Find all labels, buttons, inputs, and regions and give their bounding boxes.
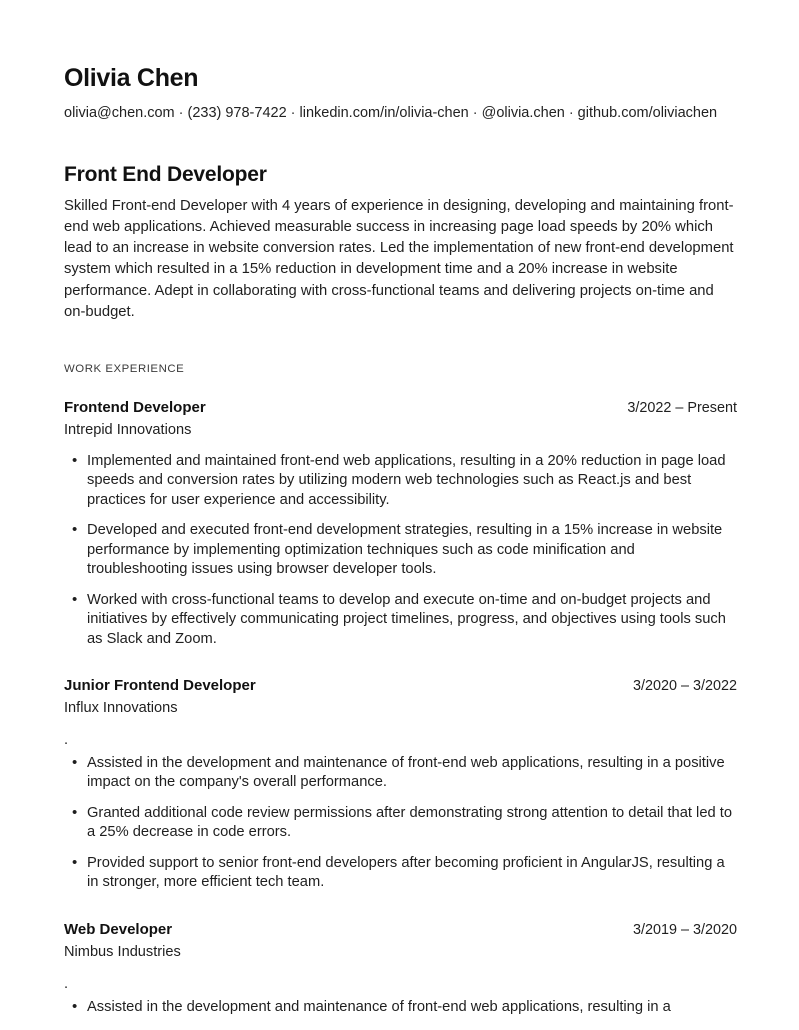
contact-email[interactable]: olivia@chen.com	[64, 104, 175, 121]
entry-bullet-list	[64, 754, 737, 893]
resume-content	[64, 64, 737, 1017]
section-heading: WORK EXPERIENCE	[64, 362, 185, 375]
entry-role: Frontend Developer	[64, 398, 206, 416]
entry-header-row	[64, 397, 737, 419]
professional-summary: Skilled Front-end Developer with 4 years of experience in designing, developing and maintaining front-end web applications. Achieved measurable success in increasing page load speeds by 20% which lead to an increase in website conversion rates. Led the implementation of new front-end development system which resulted in a 15% reduction in development time and a 20% increase in website performance. Adept in collaborating with cross-functional teams and delivering projects on-time and on-budget.	[64, 197, 734, 320]
entry-bullet: • Assisted in the development and maintenance of front-end web applications, resulting in a positive impact on the company's overall performance.	[64, 754, 737, 793]
entry-bullet-list	[64, 452, 737, 650]
entry-role: Junior Frontend Developer	[64, 677, 256, 695]
entry-bullet: • Worked with cross-functional teams to develop and execute on-time and on-budget projects and initiatives by effectively communicating project timelines, progress, and objectives using tools such as Slack and Zoom.	[64, 591, 737, 650]
entry-bullet: • Granted additional code review permissions after demonstrating strong attention to detail that led to a 25% decrease in code errors.	[64, 804, 737, 843]
contact-separator-4: ·	[568, 104, 574, 121]
contact-phone[interactable]: (233) 978-7422	[187, 104, 287, 121]
resume-sections	[64, 363, 737, 1017]
contact-line	[64, 103, 724, 124]
contact-separator-2: ·	[290, 104, 296, 121]
contact-separator-1: ·	[178, 104, 184, 121]
entry-company: Intrepid Innovations	[64, 421, 192, 438]
entry-dates: 3/2020 – 3/2022	[632, 678, 737, 695]
headline-title: Front End Developer	[64, 162, 267, 186]
candidate-name: Olivia Chen	[64, 64, 199, 92]
experience-entry	[64, 397, 737, 649]
entry-bullet: • Provided support to senior front-end developers after becoming proficient in AngularJS, resulting a in stronger, more efficient tech team.	[64, 854, 737, 893]
entry-dates: 3/2019 – 3/2020	[632, 921, 737, 938]
entry-stray-text: .	[64, 975, 69, 992]
entry-stray-text: .	[64, 731, 69, 748]
contact-github[interactable]: github.com/oliviachen	[577, 104, 718, 121]
contact-linkedin[interactable]: linkedin.com/in/olivia-chen	[299, 104, 469, 121]
entry-header-row	[64, 675, 737, 697]
entry-bullet-list	[64, 998, 737, 1018]
contact-separator-3: ·	[472, 104, 478, 121]
experience-entry	[64, 675, 737, 893]
experience-entry	[64, 919, 737, 1017]
resume-section	[64, 363, 737, 1017]
entry-bullet: • Implemented and maintained front-end web applications, resulting in a 20% reduction in page load speeds and conversion rates by utilizing modern web technologies such as React.js and best practices for user experience and accessibility.	[64, 452, 737, 511]
contact-handle[interactable]: @olivia.chen	[481, 104, 565, 121]
resume-header	[64, 64, 737, 124]
entry-dates: 3/2022 – Present	[627, 399, 737, 416]
entry-header-row	[64, 919, 737, 941]
entry-company: Nimbus Industries	[64, 943, 181, 960]
entry-company: Influx Innovations	[64, 700, 178, 717]
entry-bullet: • Developed and executed front-end development strategies, resulting in a 15% increase in website performance by implementing optimization techniques such as code minification and troubleshooting issues using browser developer tools.	[64, 521, 737, 580]
entry-bullet: • Assisted in the development and maintenance of front-end web applications, resulting in a	[64, 998, 737, 1018]
entry-role: Web Developer	[64, 920, 173, 938]
